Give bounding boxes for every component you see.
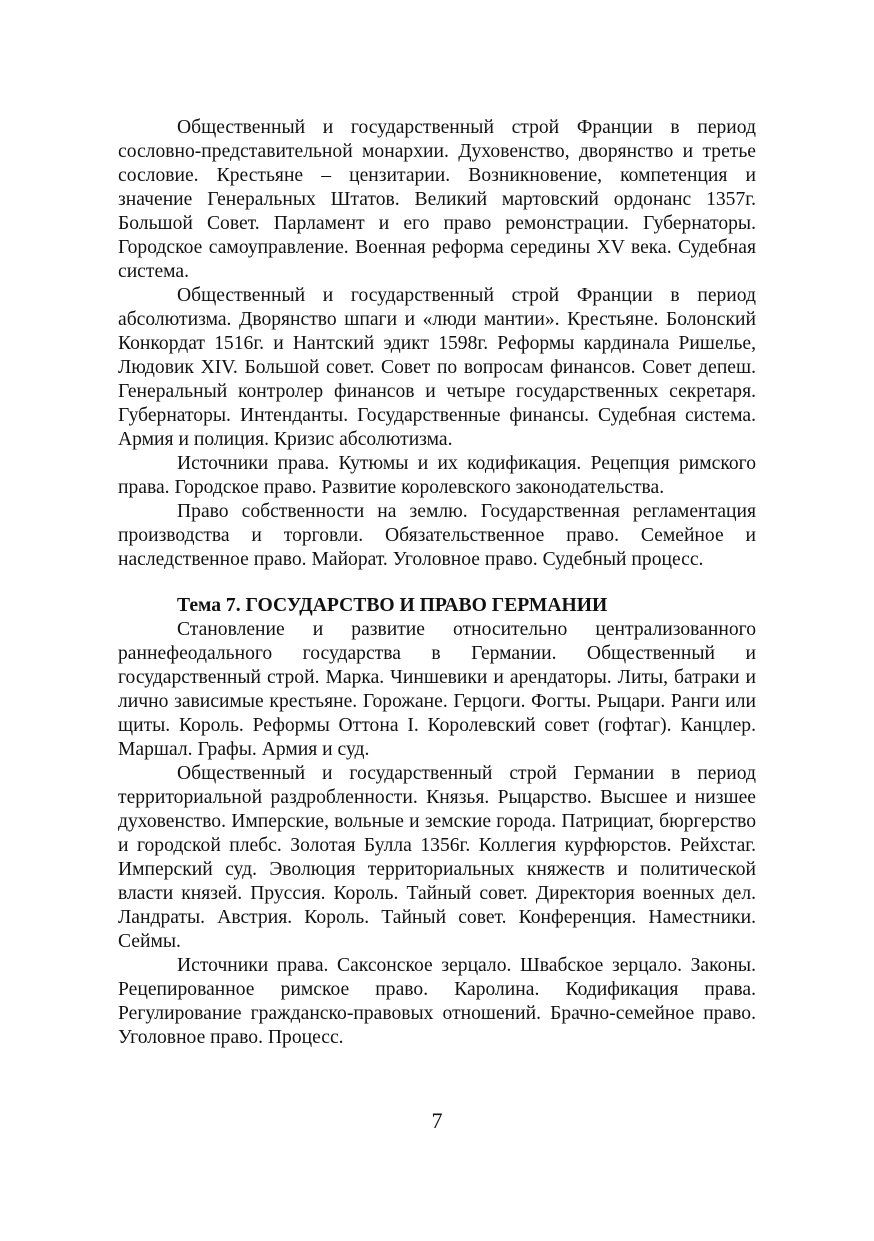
paragraph: Источники права. Саксонское зерцало. Швабское зерцало. Законы. Рецепированное римское право. Каролина. Кодификация права. Регулирование гражданско-правовых отношений. Брачно-семейное право. Уголовное право. Процесс.	[118, 955, 756, 1048]
page-number: 7	[431, 1108, 443, 1133]
paragraph: Право собственности на землю. Государственная регламентация производства и торговли. Обязательственное право. Семейное и наследственное право. Майорат. Уголовное право. Судебный процесс.	[118, 501, 756, 570]
paragraph: Становление и развитие относительно централизованного раннефеодального государства в Германии. Общественный и государственный строй. Марка. Чиншевики и арендаторы. Литы, батраки и лично зависимые крестьяне. Горожане. Герцоги. Фогты. Рыцари. Ранги или щиты. Король. Реформы Оттона I. Королевский совет (гофтаг). Канцлер. Маршал. Графы. Армия и суд.	[118, 619, 756, 760]
paragraph: Общественный и государственный строй Франции в период абсолютизма. Дворянство шпаги и «люди мантии». Крестьяне. Болонский Конкордат 1516г. и Нантский эдикт 1598г. Реформы кардинала Ришелье, Людовик XIV. Большой совет. Совет по вопросам финансов. Совет депеш. Генеральный контролер финансов и четыре государственных секретаря. Губернаторы. Интенданты. Государственные финансы. Судебная система. Армия и полиция. Кризис абсолютизма.	[118, 285, 756, 450]
paragraph: Общественный и государственный строй Франции в период сословно-представительной монархии. Духовенство, дворянство и третье сословие. Крестьяне – цензитарии. Возникновение, компетенция и значение Генеральных Штатов. Великий мартовский ордонанс 1357г. Большой Совет. Парламент и его право ремонстрации. Губернаторы. Городское самоуправление. Военная реформа середины XV века. Судебная система.	[118, 117, 756, 282]
paragraph: Источники права. Кутюмы и их кодификация. Рецепция римского права. Городское право. Развитие королевского законодательства.	[118, 453, 756, 498]
section-heading: Тема 7. ГОСУДАРСТВО И ПРАВО ГЕРМАНИИ	[177, 595, 608, 616]
page-body	[118, 116, 756, 1050]
paragraph: Общественный и государственный строй Германии в период территориальной раздробленности. Князья. Рыцарство. Высшее и низшее духовенство. Имперские, вольные и земские города. Патрициат, бюргерство и городской плебс. Золотая Булла 1356г. Коллегия курфюрстов. Рейхстаг. Имперский суд. Эволюция территориальных княжеств и политической власти князей. Пруссия. Король. Тайный совет. Директория военных дел. Ландраты. Австрия. Король. Тайный совет. Конференция. Наместники. Сеймы.	[118, 763, 756, 952]
